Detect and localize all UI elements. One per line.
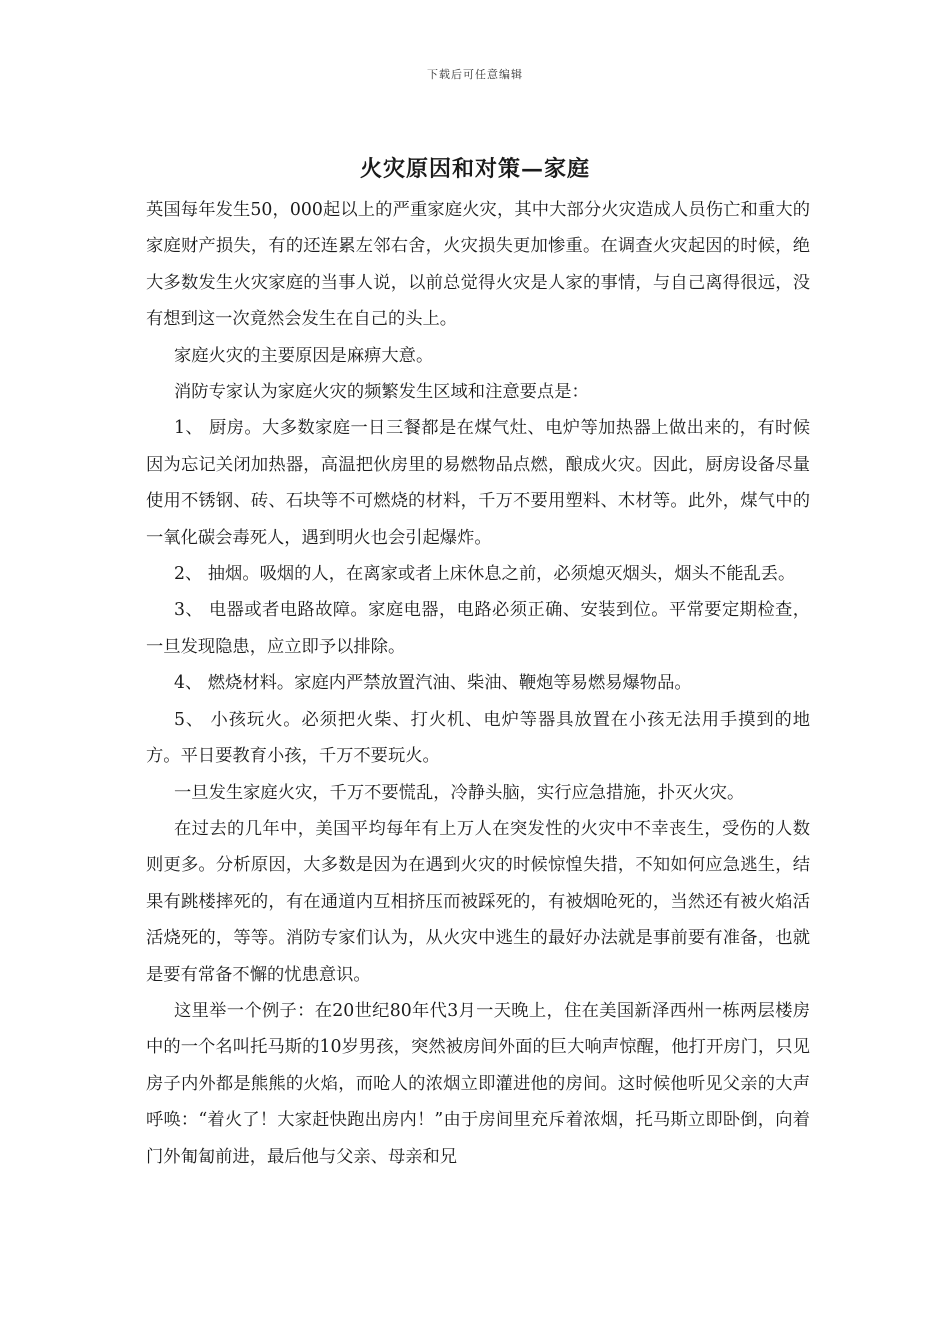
- paragraph: 家庭火灾的主要原因是麻痹大意。: [174, 345, 434, 366]
- paragraph: 一旦发生家庭火灾，千万不要慌乱，冷静头脑，实行应急措施，扑灭火灾。: [174, 782, 745, 803]
- list-item-children: 5、 小孩玩火。必须把火柴、打火机、电炉等器具放置在小孩无法用手摸到的地方。平日要教育小孩，千万不要玩火。: [146, 709, 810, 767]
- list-item-kitchen: 1、 厨房。大多数家庭一日三餐都是在煤气灶、电炉等加热器上做出来的，有时候因为忘记关闭加热器，高温把伙房里的易燃物品点燃，酿成火灾。因此，厨房设备尽量使用不锈钢、砖、石块等不可燃烧的材料，千万不要用塑料、木材等。此外，煤气中的一氧化碳会毒死人，遇到明火也会引起爆炸。: [146, 418, 810, 548]
- paragraph: 消防专家认为家庭火灾的频繁发生区域和注意要点是：: [174, 382, 589, 403]
- paragraph: 在过去的几年中，美国平均每年有上万人在突发性的火灾中不幸丧生，受伤的人数则更多。分析原因，大多数是因为在遇到火灾的时候惊惶失措，不知如何应急逃生，结果有跳楼摔死的，有在通道内互相挤压而被踩死的，有被烟呛死的，当然还有被火焰活活烧死的，等等。消防专家们认为，从火灾中逃生的最好办法就是事前要有准备，也就是要有常备不懈的忧患意识。: [146, 818, 810, 985]
- header-note: 下载后可任意编辑: [427, 68, 523, 81]
- list-item-flammables: 4、 燃烧材料。家庭内严禁放置汽油、柴油、鞭炮等易燃易爆物品。: [174, 673, 692, 694]
- document-title: 火灾原因和对策—家庭: [359, 156, 590, 182]
- document-body: [146, 192, 810, 1175]
- paragraph: 英国每年发生50，000起以上的严重家庭火灾，其中大部分火灾造成人员伤亡和重大的家庭财产损失，有的还连累左邻右舍，火灾损失更加惨重。在调查火灾起因的时候，绝大多数发生火灾家庭的当事人说，以前总觉得火灾是人家的事情，与自己离得很远，没有想到这一次竟然会发生在自己的头上。: [146, 200, 810, 330]
- list-item-smoking: 2、 抽烟。吸烟的人，在离家或者上床休息之前，必须熄灭烟头，烟头不能乱丢。: [174, 564, 796, 585]
- paragraph: 这里举一个例子：在20世纪80年代3月一天晚上，住在美国新泽西州一栋两层楼房中的一个名叫托马斯的10岁男孩，突然被房间外面的巨大响声惊醒，他打开房门，只见房子内外都是熊熊的火焰，而呛人的浓烟立即灌进他的房间。这时候他听见父亲的大声呼唤：“着火了！大家赶快跑出房内！”由于房间里充斥着浓烟，托马斯立即卧倒，向着门外匍匐前进，最后他与父亲、母亲和兄: [146, 1000, 810, 1167]
- list-item-electrical: 3、 电器或者电路故障。家庭电器，电路必须正确、安装到位。平常要定期检查，一旦发现隐患，应立即予以排除。: [146, 600, 810, 657]
